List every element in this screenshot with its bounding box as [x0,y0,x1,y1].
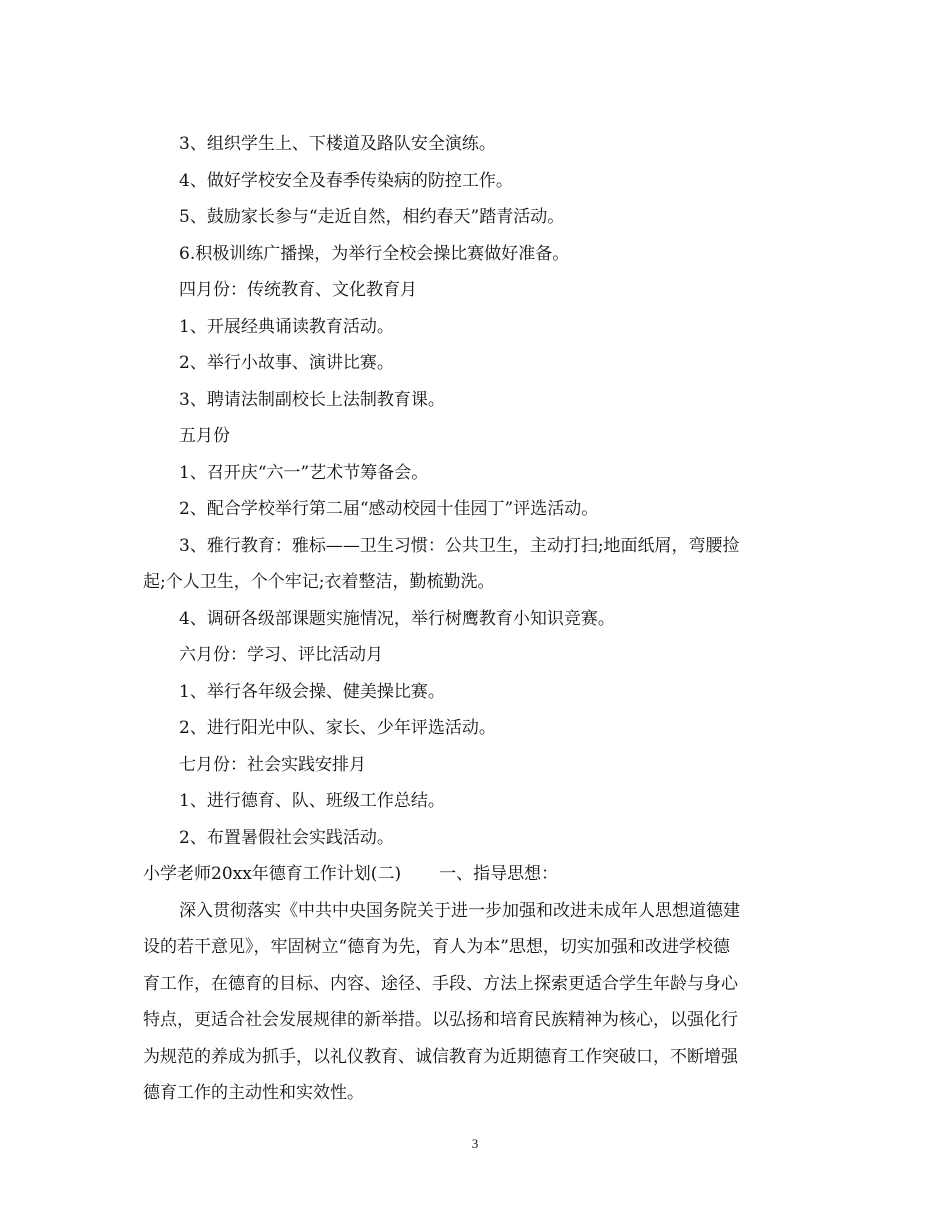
paragraph-line: 特点，更适合社会发展规律的新举措。以弘扬和培育民族精神为核心，以强化行 [143,1010,738,1030]
list-item: 1、进行德育、队、班级工作总结。 [179,791,445,811]
list-item: 1、开展经典诵读教育活动。 [179,316,394,337]
paragraph-line: 设的若干意见》，牢固树立“德育为先，育人为本”思想，切实加强和改进学校德 [143,937,730,957]
list-item: 3、组织学生上、下楼道及路队安全演练。 [179,134,496,154]
month-heading-april: 四月份：传统教育、文化教育月 [179,280,417,300]
list-item: 1、召开庆“六一”艺术节筹备会。 [179,462,429,483]
section-title: 小学老师20xx年德育工作计划(二) [143,864,402,884]
list-item: 3、雅行教育：雅标——卫生习惯：公共卫生，主动打扫;地面纸屑，弯腰捡 [179,535,740,556]
section-heading [143,856,808,893]
list-item: 2、举行小故事、演讲比赛。 [179,353,394,373]
paragraph-line: 深入贯彻落实《中共中央国务院关于进一步加强和改进未成年人思想道德建 [179,900,740,921]
list-item: 4、调研各级部课题实施情况，举行树鹰教育小知识竞赛。 [179,608,615,629]
month-heading-june: 六月份：学习、评比活动月 [179,645,383,665]
document-body [143,126,808,1112]
list-item: 4、做好学校安全及春季传染病的防控工作。 [179,170,513,191]
paragraph-line: 为规范的养成为抓手，以礼仪教育、诚信教育为近期德育工作突破口，不断增强 [143,1046,738,1067]
list-item: 1、举行各年级会操、健美操比赛。 [179,681,445,702]
list-item: 5、鼓励家长参与“走近自然，相约春天”踏青活动。 [179,207,565,227]
list-item: 2、进行阳光中队、家长、少年评选活动。 [179,718,496,738]
list-item-continuation: 起;个人卫生，个个牢记;衣着整洁，勤梳勤洗。 [143,572,495,592]
section-subtitle: 一、指导思想： [439,864,559,884]
list-item: 2、配合学校举行第二届“感动校园十佳园丁”评选活动。 [179,499,599,519]
list-item: 3、聘请法制副校长上法制教育课。 [179,389,445,410]
page-number: 3 [471,1136,479,1151]
month-heading-july: 七月份：社会实践安排月 [179,754,366,775]
paragraph-line: 育工作，在德育的目标、内容、途径、手段、方法上探索更适合学生年龄与身心 [143,973,738,994]
list-item: 6.积极训练广播操，为举行全校会操比赛做好准备。 [179,243,570,264]
list-item: 2、布置暑假社会实践活动。 [179,827,394,848]
month-heading-may: 五月份 [179,426,230,446]
paragraph-line: 德育工作的主动性和实效性。 [143,1083,364,1103]
